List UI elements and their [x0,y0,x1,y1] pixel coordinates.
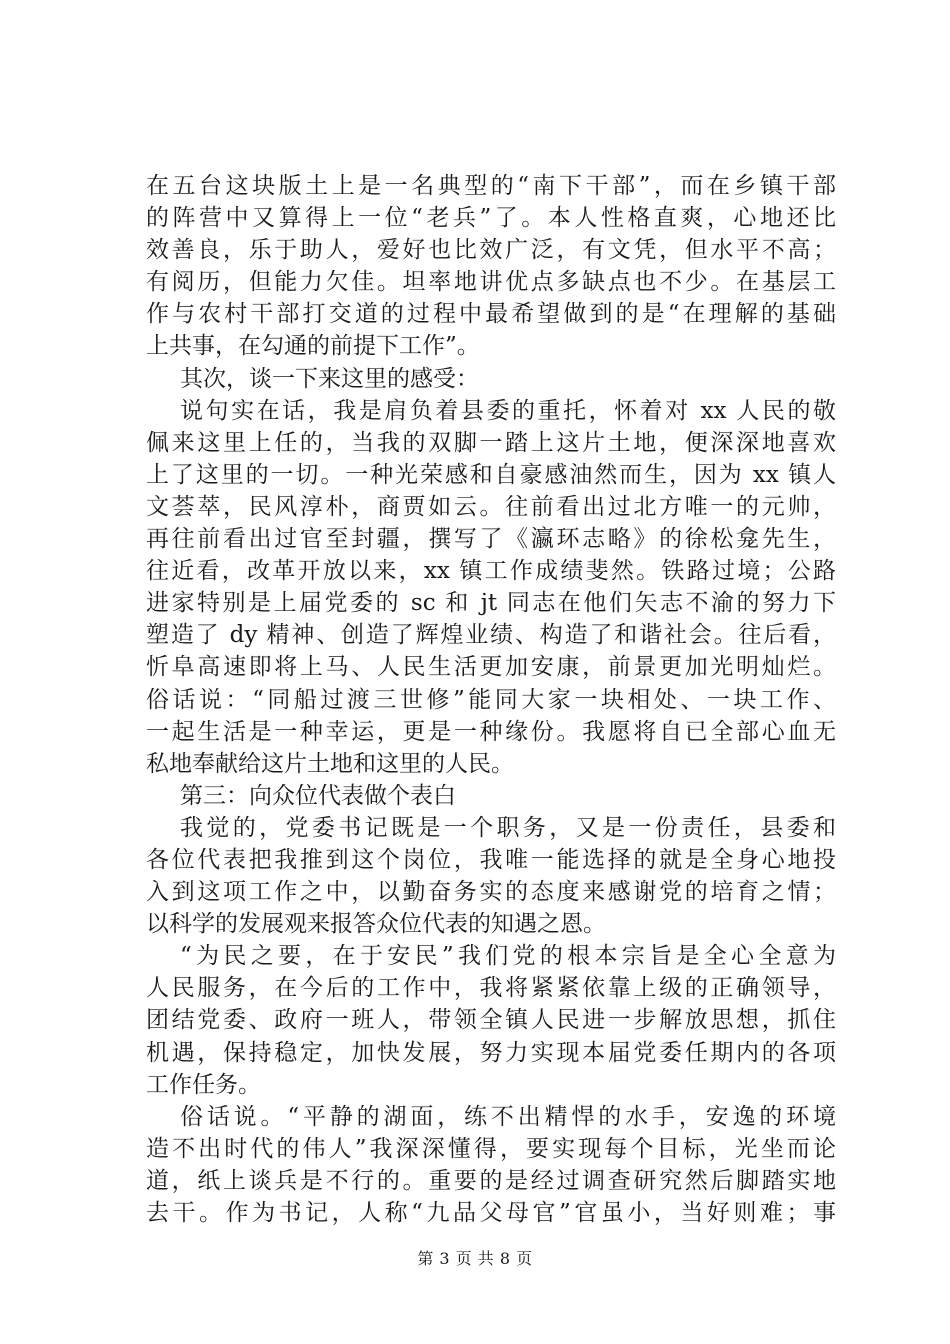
text-line: 道，纸上谈兵是不行的。重要的是经过调查研究然后脚踏实地 [146,1167,836,1194]
text-line: 文荟萃，民风淳朴，商贾如云。往前看出过北方唯一的元帅， [146,493,836,520]
text-line: 各位代表把我推到这个岗位，我唯一能选择的就是全身心地投 [146,846,836,873]
text-line: 上了这里的一切。一种光荣感和自豪感油然而生，因为 xx 镇人 [146,461,836,488]
text-line: 团结党委、政府一班人，带领全镇人民进一步解放思想，抓住 [146,1007,836,1034]
text-line: 往近看，改革开放以来，xx 镇工作成绩斐然。铁路过境；公路 [146,558,836,585]
text-line: 效善良，乐于助人，爱好也比效广泛，有文凭，但水平不高； [146,237,836,264]
text-line: 其次，谈一下来这里的感受： [180,365,479,392]
text-line: 去干。作为书记，人称“九品父母官”官虽小，当好则难；事 [146,1200,836,1226]
text-line: 机遇，保持稳定，加快发展，努力实现本届党委任期内的各项 [146,1039,836,1066]
text-line: 以科学的发展观来报答众位代表的知遇之恩。 [146,911,606,938]
text-line: 进家特别是上届党委的 sc 和 jt 同志在他们矢志不渝的努力下 [146,590,836,617]
text-line: 在五台这块版土上是一名典型的“南下干部”，而在乡镇干部 [146,173,836,199]
text-line: 上共事，在勾通的前提下工作”。 [146,333,480,360]
text-line: 入到这项工作之中，以勤奋务实的态度来感谢党的培育之情； [146,879,836,906]
text-line: 有阅历，但能力欠佳。坦率地讲优点多缺点也不少。在基层工 [146,269,836,296]
text-line: 一起生活是一种幸运，更是一种缘份。我愿将自已全部心血无 [146,718,836,745]
text-line: 人民服务，在今后的工作中，我将紧紧依靠上级的正确领导， [146,975,836,1002]
page-number-footer: 第 3 页 共 8 页 [417,1249,533,1268]
document-body [146,170,836,1229]
text-line: “为民之要，在于安民”我们党的根本宗旨是全心全意为 [180,943,836,970]
text-line: 私地奉献给这片土地和这里的人民。 [146,750,514,777]
text-line: 说句实在话，我是肩负着县委的重托，怀着对 xx 人民的敬 [180,397,836,424]
text-line: 俗话说。“平静的湖面，练不出精悍的水手，安逸的环境 [180,1103,836,1130]
text-line: 忻阜高速即将上马、人民生活更加安康，前景更加光明灿烂。 [146,654,836,681]
text-line: 俗话说：“同船过渡三世修”能同大家一块相处、一块工作、 [146,686,836,713]
text-line: 造不出时代的伟人”我深深懂得，要实现每个目标，光坐而论 [146,1135,836,1162]
text-line: 工作任务。 [146,1071,261,1098]
text-line: 我觉的，党委书记既是一个职务，又是一份责任，县委和 [180,814,836,841]
text-line: 塑造了 dy 精神、创造了辉煌业绩、构造了和谐社会。往后看， [146,622,836,649]
text-line: 作与农村干部打交道的过程中最希望做到的是“在理解的基础 [146,301,836,328]
text-line: 第三：向众位代表做个表白 [180,782,456,809]
text-line: 再往前看出过官至封疆，撰写了《瀛环志略》的徐松龛先生， [146,526,836,553]
text-line: 佩来这里上任的，当我的双脚一踏上这片土地，便深深地喜欢 [146,429,836,456]
text-line: 的阵营中又算得上一位“老兵”了。本人性格直爽，心地还比 [146,205,836,232]
